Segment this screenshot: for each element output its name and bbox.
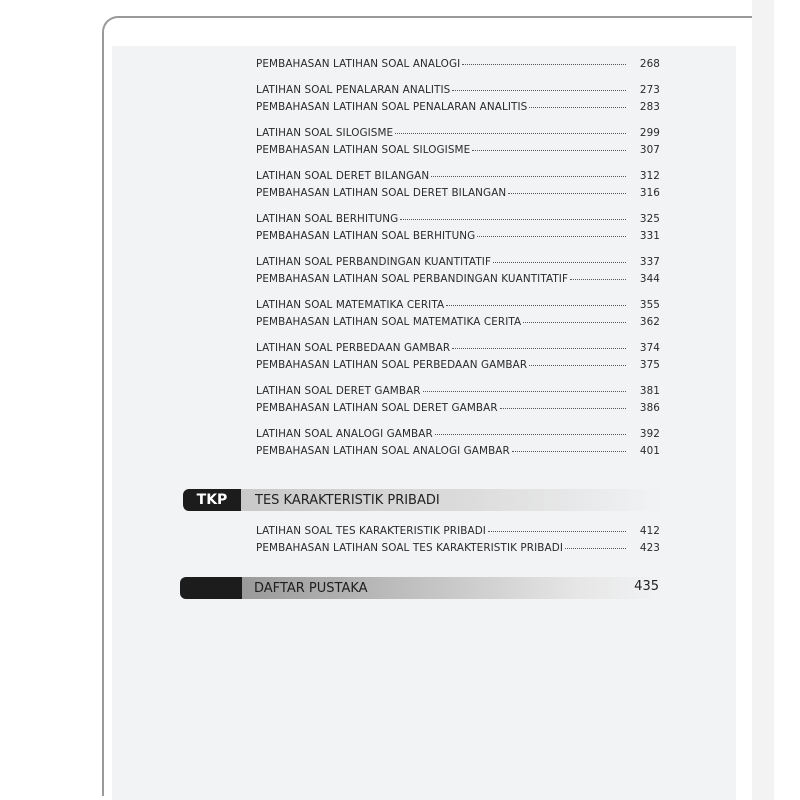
tkp-table-of-contents bbox=[256, 525, 660, 559]
toc-entry-title: LATIHAN SOAL PERBANDINGAN KUANTITATIF bbox=[256, 256, 492, 268]
toc-entry bbox=[256, 84, 660, 101]
toc-entry bbox=[256, 170, 660, 187]
toc-entry-page: 273 bbox=[639, 84, 660, 96]
toc-entry bbox=[256, 342, 660, 359]
toc-entry-title: PEMBAHASAN LATIHAN SOAL PENALARAN ANALITIS bbox=[256, 101, 528, 113]
toc-entry bbox=[256, 213, 660, 230]
tkp-section-header bbox=[183, 489, 663, 511]
toc-entry-page: 312 bbox=[639, 170, 660, 182]
toc-entry-page: 386 bbox=[639, 402, 660, 414]
toc-dot-leader bbox=[529, 365, 626, 366]
toc-dot-leader bbox=[446, 305, 626, 306]
toc-dot-leader bbox=[512, 451, 626, 452]
toc-dot-leader bbox=[462, 64, 626, 65]
toc-group bbox=[256, 385, 660, 419]
toc-entry bbox=[256, 273, 660, 290]
toc-entry bbox=[256, 402, 660, 419]
toc-entry-title: LATIHAN SOAL TES KARAKTERISTIK PRIBADI bbox=[256, 525, 486, 537]
toc-dot-leader bbox=[472, 150, 626, 151]
toc-dot-leader bbox=[493, 262, 626, 263]
toc-entry-page: 331 bbox=[639, 230, 660, 242]
toc-dot-leader bbox=[423, 391, 626, 392]
toc-entry bbox=[256, 316, 660, 333]
toc-entry bbox=[256, 230, 660, 247]
daftar-pustaka-title: DAFTAR PUSTAKA bbox=[242, 577, 663, 599]
toc-entry bbox=[256, 445, 660, 462]
daftar-pustaka-badge bbox=[180, 577, 242, 599]
toc-dot-leader bbox=[452, 90, 626, 91]
toc-entry-title: PEMBAHASAN LATIHAN SOAL ANALOGI GAMBAR bbox=[256, 445, 510, 457]
toc-entry-page: 283 bbox=[639, 101, 660, 113]
table-of-contents bbox=[256, 58, 660, 471]
toc-entry-title: LATIHAN SOAL PERBEDAAN GAMBAR bbox=[256, 342, 451, 354]
toc-entry bbox=[256, 542, 660, 559]
toc-group bbox=[256, 256, 660, 290]
toc-entry-page: 307 bbox=[639, 144, 660, 156]
toc-entry-page: 362 bbox=[639, 316, 660, 328]
toc-entry-page: 423 bbox=[639, 542, 660, 554]
toc-entry-title: LATIHAN SOAL PENALARAN ANALITIS bbox=[256, 84, 451, 96]
tkp-badge: TKP bbox=[183, 489, 241, 511]
toc-dot-leader bbox=[488, 531, 626, 532]
toc-entry-page: 337 bbox=[639, 256, 660, 268]
toc-group bbox=[256, 213, 660, 247]
toc-entry-title: PEMBAHASAN LATIHAN SOAL TES KARAKTERISTIK PRIBADI bbox=[256, 542, 563, 554]
toc-entry-title: LATIHAN SOAL BERHITUNG bbox=[256, 213, 399, 225]
toc-group bbox=[256, 342, 660, 376]
toc-entry-title: PEMBAHASAN LATIHAN SOAL SILOGISME bbox=[256, 144, 471, 156]
toc-entry-page: 355 bbox=[639, 299, 660, 311]
toc-entry-page: 344 bbox=[639, 273, 660, 285]
toc-entry-title: PEMBAHASAN LATIHAN SOAL ANALOGI bbox=[256, 58, 461, 70]
toc-entry bbox=[256, 187, 660, 204]
toc-dot-leader bbox=[565, 548, 626, 549]
toc-group bbox=[256, 58, 660, 75]
toc-dot-leader bbox=[400, 219, 626, 220]
daftar-pustaka-page: 435 bbox=[634, 579, 659, 594]
toc-entry-title: LATIHAN SOAL SILOGISME bbox=[256, 127, 394, 139]
toc-entry-page: 325 bbox=[639, 213, 660, 225]
toc-entry-page: 392 bbox=[639, 428, 660, 440]
toc-dot-leader bbox=[570, 279, 626, 280]
toc-entry bbox=[256, 127, 660, 144]
toc-group bbox=[256, 428, 660, 462]
toc-dot-leader bbox=[431, 176, 626, 177]
toc-entry bbox=[256, 359, 660, 376]
toc-entry-page: 375 bbox=[639, 359, 660, 371]
toc-entry-title: LATIHAN SOAL DERET GAMBAR bbox=[256, 385, 421, 397]
toc-entry bbox=[256, 58, 660, 75]
toc-group bbox=[256, 299, 660, 333]
toc-dot-leader bbox=[529, 107, 626, 108]
toc-entry-title: PEMBAHASAN LATIHAN SOAL DERET BILANGAN bbox=[256, 187, 507, 199]
toc-entry-page: 316 bbox=[639, 187, 660, 199]
toc-entry bbox=[256, 385, 660, 402]
toc-entry bbox=[256, 299, 660, 316]
toc-entry bbox=[256, 101, 660, 118]
toc-dot-leader bbox=[435, 434, 626, 435]
daftar-pustaka-header bbox=[180, 577, 663, 599]
toc-entry-page: 381 bbox=[639, 385, 660, 397]
toc-entry bbox=[256, 525, 660, 542]
toc-dot-leader bbox=[395, 133, 626, 134]
toc-entry-title: LATIHAN SOAL DERET BILANGAN bbox=[256, 170, 430, 182]
toc-entry-page: 412 bbox=[639, 525, 660, 537]
toc-entry bbox=[256, 256, 660, 273]
toc-entry-page: 268 bbox=[639, 58, 660, 70]
toc-entry-title: PEMBAHASAN LATIHAN SOAL BERHITUNG bbox=[256, 230, 476, 242]
toc-entry bbox=[256, 144, 660, 161]
toc-entry-page: 374 bbox=[639, 342, 660, 354]
toc-dot-leader bbox=[523, 322, 626, 323]
toc-entry-title: LATIHAN SOAL MATEMATIKA CERITA bbox=[256, 299, 445, 311]
toc-dot-leader bbox=[477, 236, 626, 237]
toc-group bbox=[256, 84, 660, 118]
toc-dot-leader bbox=[500, 408, 626, 409]
toc-dot-leader bbox=[508, 193, 626, 194]
toc-group bbox=[256, 170, 660, 204]
toc-entry-title: PEMBAHASAN LATIHAN SOAL MATEMATIKA CERITA bbox=[256, 316, 522, 328]
toc-entry-title: PEMBAHASAN LATIHAN SOAL DERET GAMBAR bbox=[256, 402, 498, 414]
side-strip bbox=[752, 0, 774, 800]
toc-entry-title: PEMBAHASAN LATIHAN SOAL PERBEDAAN GAMBAR bbox=[256, 359, 528, 371]
toc-entry bbox=[256, 428, 660, 445]
toc-entry-page: 299 bbox=[639, 127, 660, 139]
toc-entry-page: 401 bbox=[639, 445, 660, 457]
tkp-section-title: TES KARAKTERISTIK PRIBADI bbox=[241, 489, 663, 511]
toc-entry-title: PEMBAHASAN LATIHAN SOAL PERBANDINGAN KUANTITATIF bbox=[256, 273, 569, 285]
toc-dot-leader bbox=[452, 348, 626, 349]
toc-group bbox=[256, 127, 660, 161]
toc-entry-title: LATIHAN SOAL ANALOGI GAMBAR bbox=[256, 428, 433, 440]
